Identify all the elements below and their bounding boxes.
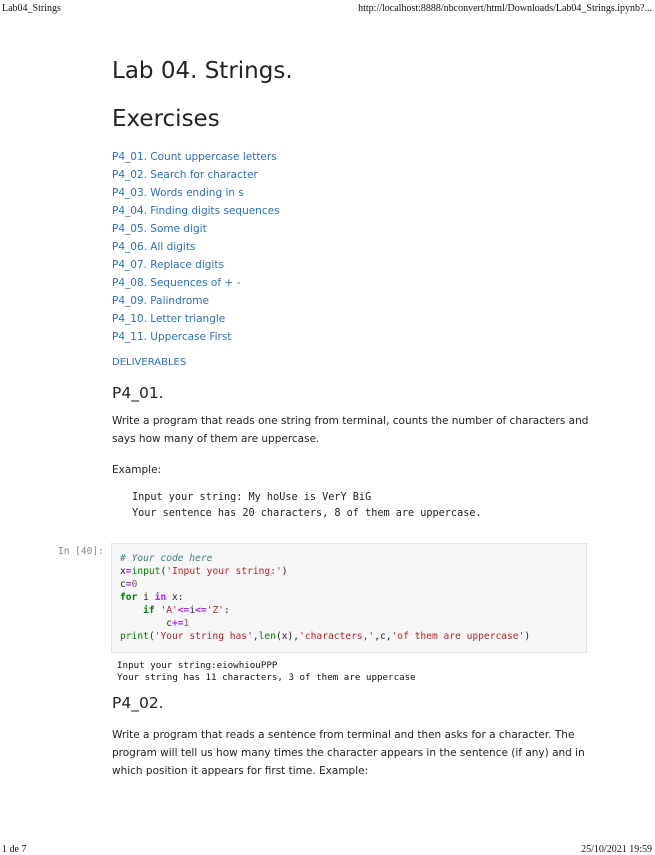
toc-item [112,202,602,220]
exercise-toc [112,148,602,346]
p4-02-section [112,694,602,790]
cell-output [117,660,416,684]
p4-02-heading: P4_02. [112,694,164,712]
page-number: 1 de 7 [2,844,27,855]
toc-link-p4-06[interactable]: P4_06. All digits [112,241,196,253]
toc-link-p4-05[interactable]: P4_05. Some digit [112,223,207,235]
print-header-title: Lab04_Strings [2,3,61,14]
p4-01-heading: P4_01. [112,384,164,402]
toc-link-p4-02[interactable]: P4_02. Search for character [112,169,258,181]
output-line: Input your string:eiowhiouPPP [117,660,278,671]
toc-item [112,256,602,274]
p4-01-example [132,490,602,522]
p4-01-description: Write a program that reads one string from terminal, counts the number of characters and says how many of them are uppercase. [112,415,589,445]
notebook-content [112,58,602,522]
cell-prompt: In [40]: [58,546,104,557]
toc-item [112,220,602,238]
toc-item [112,166,602,184]
page-title: Lab 04. Strings. [112,58,293,84]
toc-link-p4-07[interactable]: P4_07. Replace digits [112,259,224,271]
example-line-input: Input your string: My hoUse is VerY BiG [132,492,372,503]
toc-link-p4-01[interactable]: P4_01. Count uppercase letters [112,151,277,163]
print-datetime: 25/10/2021 19:59 [581,844,652,855]
print-header-url: http://localhost:8888/nbconvert/html/Downloads/Lab04_Strings.ipynb?... [358,3,652,14]
toc-item [112,184,602,202]
toc-item [112,148,602,166]
toc-item [112,238,602,256]
code-editor[interactable]: # Your code here x=input('Input your string:') c=0 for i in x: if 'A'<=i<='Z': c+=1 print('Your string has',len(x),'characters,',c,'of them are uppercase') [120,553,531,642]
p4-02-description: Write a program that reads a sentence from terminal and then asks for a character. The program will tell us how many times the character appears in the sentence (if any) and in which position it appears for first time. Example: [112,729,585,777]
toc-link-p4-03[interactable]: P4_03. Words ending in s [112,187,244,199]
toc-item [112,328,602,346]
toc-item [112,292,602,310]
exercises-heading: Exercises [112,106,220,132]
toc-link-p4-08[interactable]: P4_08. Sequences of + - [112,277,241,289]
toc-link-p4-09[interactable]: P4_09. Palindrome [112,295,209,307]
output-line: Your string has 11 characters, 3 of them are uppercase [117,672,416,683]
toc-link-p4-04[interactable]: P4_04. Finding digits sequences [112,205,280,217]
toc-item [112,310,602,328]
toc-link-p4-11[interactable]: P4_11. Uppercase First [112,331,232,343]
toc-item [112,274,602,292]
p4-01-example-label: Example: [112,464,162,476]
deliverables-link[interactable]: DELIVERABLES [112,357,187,368]
code-cell[interactable] [111,543,587,653]
example-line-result: Your sentence has 20 characters, 8 of them are uppercase. [132,508,482,519]
toc-link-p4-10[interactable]: P4_10. Letter triangle [112,313,226,325]
